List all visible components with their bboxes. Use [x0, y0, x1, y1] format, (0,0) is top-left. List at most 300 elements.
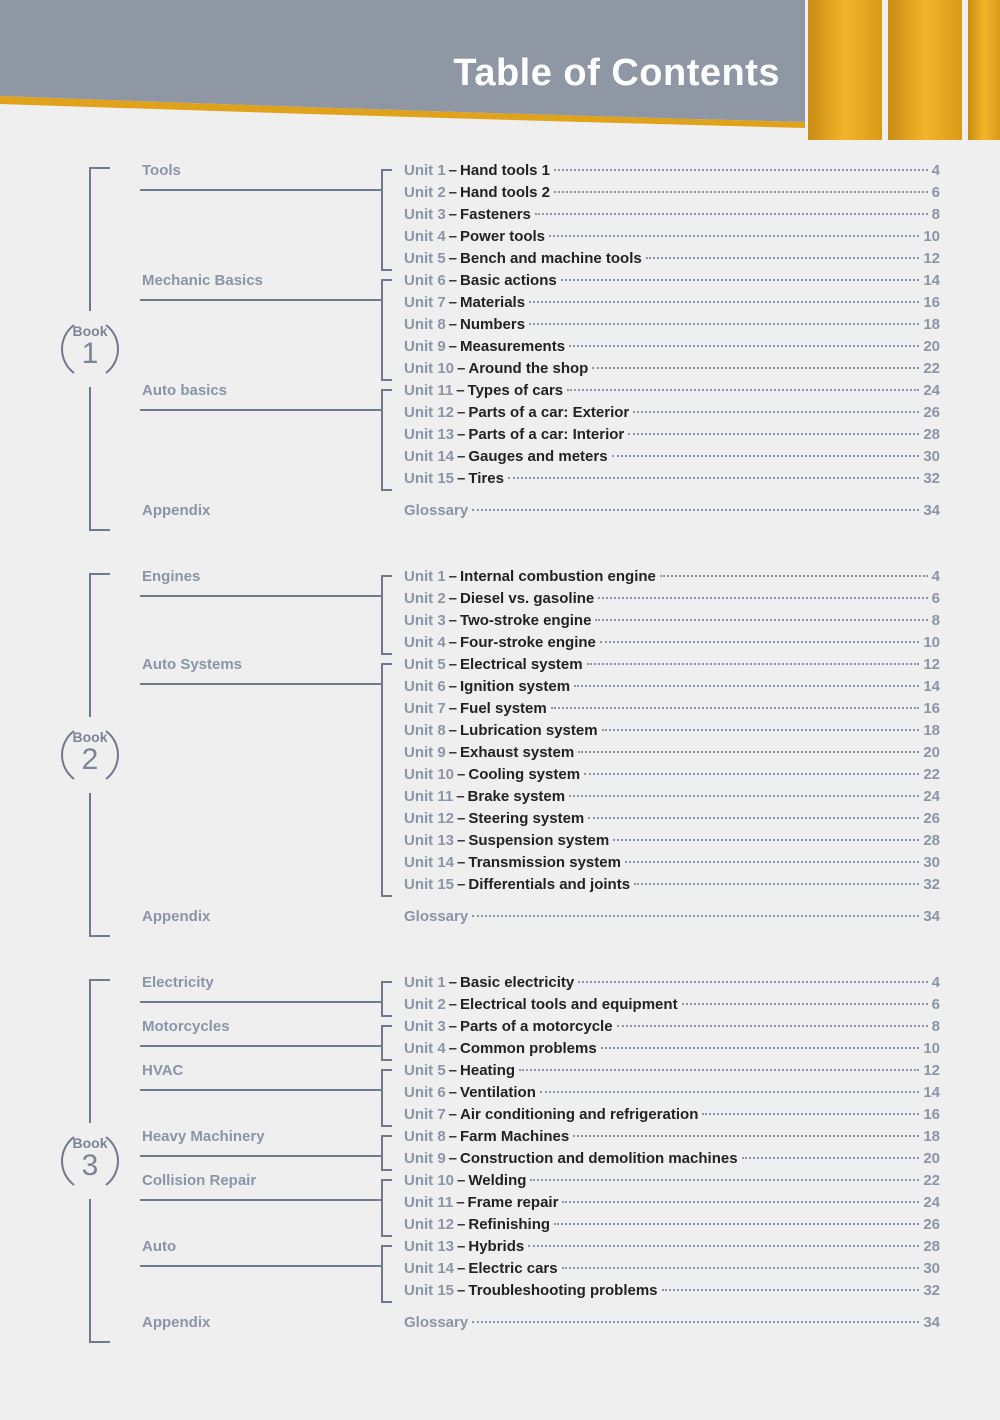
toc-entry[interactable] — [404, 722, 940, 742]
unit-label: Unit 15 — [404, 876, 455, 893]
unit-title: Parts of a car: Exterior — [468, 404, 630, 421]
unit-title: Types of cars — [467, 382, 564, 399]
book-badge — [60, 1135, 120, 1181]
unit-title: Electrical system — [460, 656, 583, 673]
unit-separator: – — [457, 832, 466, 849]
page-number: 34 — [923, 1314, 940, 1331]
dot-leader — [578, 981, 927, 983]
dot-leader — [472, 1321, 919, 1323]
page-number: 22 — [923, 766, 940, 783]
unit-title: Ignition system — [460, 678, 571, 695]
unit-label: Unit 6 — [404, 272, 446, 289]
unit-title: Refinishing — [468, 1216, 551, 1233]
dot-leader — [529, 323, 919, 325]
toc-entry[interactable] — [404, 1282, 940, 1302]
dot-leader — [535, 213, 928, 215]
unit-label: Unit 10 — [404, 766, 455, 783]
page-number: 22 — [923, 360, 940, 377]
category-label: HVAC — [142, 1062, 184, 1079]
dot-leader — [569, 795, 919, 797]
dot-leader — [554, 191, 928, 193]
dot-leader — [472, 915, 919, 917]
dot-leader — [598, 597, 927, 599]
unit-title: Air conditioning and refrigeration — [460, 1106, 699, 1123]
page-number: 34 — [923, 502, 940, 519]
toc-entry[interactable] — [404, 448, 940, 468]
unit-title: Materials — [460, 294, 526, 311]
unit-bracket — [382, 982, 392, 1016]
glossary-label: Glossary — [404, 1314, 469, 1331]
book-bracket-top — [90, 574, 110, 717]
toc-entry[interactable] — [404, 404, 940, 424]
toc-entry[interactable] — [404, 568, 940, 588]
unit-title: Numbers — [460, 316, 526, 333]
unit-label: Unit 11 — [404, 1194, 454, 1211]
page-number: 30 — [923, 1260, 940, 1277]
unit-separator: – — [448, 1018, 458, 1035]
page-number: 10 — [923, 1040, 940, 1057]
unit-title: Suspension system — [468, 832, 610, 849]
unit-title: Bench and machine tools — [460, 250, 642, 267]
page-number: 6 — [931, 996, 940, 1013]
unit-separator: – — [457, 1172, 466, 1189]
unit-label: Unit 15 — [404, 1282, 455, 1299]
unit-label: Unit 4 — [404, 228, 446, 245]
page-number: 4 — [931, 162, 940, 179]
unit-label: Unit 2 — [404, 996, 446, 1013]
unit-bracket — [382, 170, 392, 270]
unit-title: Welding — [468, 1172, 527, 1189]
unit-title: Lubrication system — [460, 722, 598, 739]
unit-label: Unit 12 — [404, 1216, 455, 1233]
book-badge — [60, 323, 120, 369]
unit-title: Power tools — [460, 228, 546, 245]
unit-title: Parts of a car: Interior — [468, 426, 625, 443]
page-number: 26 — [923, 810, 940, 827]
unit-label: Unit 14 — [404, 854, 455, 871]
unit-label: Unit 3 — [404, 612, 446, 629]
unit-separator: – — [448, 612, 458, 629]
unit-title: Hand tools 2 — [460, 184, 551, 201]
unit-label: Unit 10 — [404, 360, 455, 377]
category-label: Motorcycles — [142, 1018, 230, 1035]
unit-title: Tires — [468, 470, 504, 487]
unit-separator: – — [448, 206, 458, 223]
book-bracket-bottom — [90, 387, 110, 530]
toc-entry[interactable] — [404, 1018, 940, 1038]
appendix-label: Appendix — [142, 1314, 211, 1331]
dot-leader — [602, 729, 920, 731]
dot-leader — [742, 1157, 920, 1159]
page-number: 6 — [931, 184, 940, 201]
toc-entry[interactable] — [404, 1194, 940, 1214]
unit-title: Steering system — [468, 810, 585, 827]
page-number: 32 — [923, 470, 940, 487]
page-number: 24 — [923, 382, 940, 399]
dot-leader — [662, 1289, 920, 1291]
unit-separator: – — [448, 1128, 458, 1145]
unit-separator: – — [448, 228, 458, 245]
toc-entry[interactable] — [404, 1216, 940, 1236]
dot-leader — [595, 619, 927, 621]
unit-title: Electrical tools and equipment — [460, 996, 678, 1013]
dot-leader — [519, 1069, 919, 1071]
unit-separator: – — [457, 448, 466, 465]
toc-entry[interactable] — [404, 590, 940, 610]
unit-title: Two-stroke engine — [460, 612, 592, 629]
unit-label: Unit 10 — [404, 1172, 455, 1189]
unit-bracket — [382, 1136, 392, 1170]
page-number: 8 — [931, 612, 940, 629]
unit-separator: – — [448, 656, 458, 673]
page-number: 14 — [923, 1084, 940, 1101]
unit-label: Unit 7 — [404, 294, 446, 311]
unit-separator: – — [448, 184, 458, 201]
unit-label: Unit 13 — [404, 1238, 455, 1255]
page-number: 4 — [931, 568, 940, 585]
toc-entry[interactable] — [404, 1150, 940, 1170]
unit-bracket — [382, 1026, 392, 1060]
unit-bracket — [382, 1180, 392, 1236]
toc-entry[interactable] — [404, 250, 940, 270]
dot-leader — [578, 751, 919, 753]
dot-leader — [601, 1047, 920, 1049]
unit-label: Unit 9 — [404, 1150, 446, 1167]
dot-leader — [633, 411, 919, 413]
category-label: Auto — [142, 1238, 177, 1255]
dot-leader — [554, 169, 928, 171]
toc-entry[interactable] — [404, 272, 940, 292]
book-word: Book — [72, 323, 108, 339]
appendix-label: Appendix — [142, 908, 211, 925]
unit-separator: – — [448, 996, 458, 1013]
page-title: Table of Contents — [453, 52, 780, 94]
dot-leader — [702, 1113, 919, 1115]
unit-separator: – — [448, 272, 458, 289]
page-number: 24 — [923, 788, 940, 805]
dot-leader — [587, 663, 920, 665]
book-word: Book — [72, 1135, 108, 1151]
dot-leader — [682, 1003, 928, 1005]
unit-title: Internal combustion engine — [460, 568, 656, 585]
unit-label: Unit 5 — [404, 1062, 446, 1079]
dot-leader — [569, 345, 919, 347]
unit-separator: – — [457, 1282, 466, 1299]
page-number: 16 — [923, 1106, 940, 1123]
unit-separator: – — [457, 854, 466, 871]
unit-separator: – — [448, 316, 458, 333]
unit-label: Unit 2 — [404, 184, 446, 201]
unit-title: Basic actions — [460, 272, 557, 289]
unit-title: Hybrids — [468, 1238, 525, 1255]
page-number: 12 — [923, 656, 940, 673]
page-number: 4 — [931, 974, 940, 991]
book-bracket-top — [90, 980, 110, 1123]
page-number: 22 — [923, 1172, 940, 1189]
unit-separator: – — [457, 426, 466, 443]
book-word: Book — [72, 729, 108, 745]
toc-entry[interactable] — [404, 382, 940, 402]
dot-leader — [574, 685, 919, 687]
page-number: 6 — [931, 590, 940, 607]
unit-separator: – — [457, 810, 466, 827]
page-number: 32 — [923, 1282, 940, 1299]
unit-separator: – — [448, 634, 458, 651]
unit-separator: – — [457, 1216, 466, 1233]
dot-leader — [625, 861, 919, 863]
unit-label: Unit 15 — [404, 470, 455, 487]
appendix-label: Appendix — [142, 502, 211, 519]
book-badge — [60, 729, 120, 775]
unit-label: Unit 12 — [404, 404, 455, 421]
dot-leader — [613, 839, 919, 841]
page-number: 20 — [923, 744, 940, 761]
toc-entry[interactable] — [404, 1260, 940, 1280]
unit-title: Around the shop — [468, 360, 589, 377]
page-number: 8 — [931, 206, 940, 223]
unit-label: Unit 11 — [404, 788, 454, 805]
dot-leader — [529, 301, 919, 303]
dot-leader — [562, 1201, 919, 1203]
category-label: Collision Repair — [142, 1172, 257, 1189]
dot-leader — [628, 433, 919, 435]
glossary-label: Glossary — [404, 502, 469, 519]
category-label: Tools — [142, 162, 181, 179]
dot-leader — [549, 235, 919, 237]
unit-title: Parts of a motorcycle — [460, 1018, 613, 1035]
page-number: 16 — [923, 294, 940, 311]
page-number: 12 — [923, 250, 940, 267]
toc-entry[interactable] — [404, 744, 940, 764]
toc-entry[interactable] — [404, 1172, 940, 1192]
unit-bracket — [382, 390, 392, 490]
unit-label: Unit 11 — [404, 382, 454, 399]
unit-title: Frame repair — [467, 1194, 559, 1211]
dot-leader — [561, 279, 920, 281]
unit-label: Unit 7 — [404, 1106, 446, 1123]
unit-separator: – — [448, 744, 458, 761]
toc-entry[interactable] — [404, 162, 940, 182]
unit-bracket — [382, 576, 392, 654]
unit-label: Unit 12 — [404, 810, 455, 827]
unit-label: Unit 13 — [404, 426, 455, 443]
page-number: 16 — [923, 700, 940, 717]
toc-entry[interactable] — [404, 766, 940, 786]
page-number: 14 — [923, 272, 940, 289]
unit-title: Differentials and joints — [468, 876, 631, 893]
unit-title: Gauges and meters — [468, 448, 608, 465]
unit-separator: – — [457, 404, 466, 421]
dot-leader — [617, 1025, 928, 1027]
unit-separator: – — [448, 1106, 458, 1123]
category-label: Electricity — [142, 974, 214, 991]
unit-title: Ventilation — [460, 1084, 536, 1101]
unit-title: Common problems — [460, 1040, 597, 1057]
toc-entry[interactable] — [404, 974, 940, 994]
unit-title: Diesel vs. gasoline — [460, 590, 595, 607]
toc-entry[interactable] — [404, 294, 940, 314]
toc-entry[interactable] — [404, 470, 940, 490]
unit-separator: – — [448, 338, 458, 355]
unit-separator: – — [448, 1084, 458, 1101]
dot-leader — [573, 1135, 919, 1137]
unit-title: Fasteners — [460, 206, 531, 223]
toc-entry[interactable] — [404, 1040, 940, 1060]
unit-label: Unit 6 — [404, 678, 446, 695]
dot-leader — [646, 257, 920, 259]
page-number: 30 — [923, 448, 940, 465]
unit-title: Basic electricity — [460, 974, 575, 991]
toc-entry[interactable] — [404, 426, 940, 446]
toc-entry[interactable] — [404, 678, 940, 698]
unit-bracket — [382, 664, 392, 896]
page-number: 26 — [923, 404, 940, 421]
unit-separator: – — [448, 250, 458, 267]
page-number: 32 — [923, 876, 940, 893]
unit-separator: – — [448, 294, 458, 311]
page-number: 20 — [923, 338, 940, 355]
category-label: Engines — [142, 568, 201, 585]
category-label: Auto basics — [142, 382, 228, 399]
page-number: 34 — [923, 908, 940, 925]
unit-title: Electric cars — [468, 1260, 558, 1277]
unit-separator: – — [456, 382, 465, 399]
toc-entry[interactable] — [404, 338, 940, 358]
unit-label: Unit 1 — [404, 568, 446, 585]
unit-label: Unit 1 — [404, 162, 446, 179]
toc-entry[interactable] — [404, 854, 940, 874]
book-bracket-bottom — [90, 793, 110, 936]
category-label: Mechanic Basics — [142, 272, 263, 289]
page-number: 30 — [923, 854, 940, 871]
unit-label: Unit 6 — [404, 1084, 446, 1101]
page-number: 28 — [923, 832, 940, 849]
toc-entry[interactable] — [404, 612, 940, 632]
unit-separator: – — [448, 722, 458, 739]
dot-leader — [530, 1179, 919, 1181]
toc-entry[interactable] — [404, 1238, 940, 1258]
dot-leader — [567, 389, 919, 391]
unit-separator: – — [448, 974, 458, 991]
toc-entry[interactable] — [404, 316, 940, 336]
dot-leader — [660, 575, 928, 577]
unit-title: Heating — [460, 1062, 516, 1079]
unit-label: Unit 8 — [404, 722, 446, 739]
dot-leader — [588, 817, 919, 819]
toc-entry[interactable] — [404, 1062, 940, 1082]
toc-entry[interactable] — [404, 1128, 940, 1148]
unit-title: Construction and demolition machines — [460, 1150, 738, 1167]
book-bracket-top — [90, 168, 110, 311]
unit-bracket — [382, 280, 392, 380]
unit-title: Measurements — [460, 338, 566, 355]
toc-entry[interactable] — [404, 1084, 940, 1104]
unit-separator: – — [457, 1260, 466, 1277]
page-number: 10 — [923, 228, 940, 245]
page-number: 10 — [923, 634, 940, 651]
toc-entry-glossary[interactable] — [404, 1314, 940, 1334]
unit-label: Unit 14 — [404, 448, 455, 465]
unit-title: Farm Machines — [460, 1128, 570, 1145]
page-number: 18 — [923, 316, 940, 333]
toc-entry[interactable] — [404, 1106, 940, 1126]
dot-leader — [508, 477, 919, 479]
dot-leader — [472, 509, 919, 511]
dot-leader — [584, 773, 919, 775]
unit-title: Brake system — [467, 788, 566, 805]
page-number: 18 — [923, 1128, 940, 1145]
toc-entry[interactable] — [404, 656, 940, 676]
unit-separator: – — [457, 876, 466, 893]
dot-leader — [612, 455, 920, 457]
unit-bracket — [382, 1246, 392, 1302]
page-number: 28 — [923, 1238, 940, 1255]
dot-leader — [540, 1091, 919, 1093]
toc-entry[interactable] — [404, 360, 940, 380]
book-number: 1 — [81, 337, 99, 370]
unit-title: Four-stroke engine — [460, 634, 596, 651]
toc-entry[interactable] — [404, 810, 940, 830]
unit-bracket — [382, 1070, 392, 1126]
unit-label: Unit 14 — [404, 1260, 455, 1277]
unit-label: Unit 5 — [404, 250, 446, 267]
toc-entry[interactable] — [404, 228, 940, 248]
unit-label: Unit 9 — [404, 338, 446, 355]
glossary-label: Glossary — [404, 908, 469, 925]
book-bracket-bottom — [90, 1199, 110, 1342]
dot-leader — [554, 1223, 919, 1225]
unit-title: Fuel system — [460, 700, 547, 717]
unit-separator: – — [448, 590, 458, 607]
unit-label: Unit 8 — [404, 316, 446, 333]
toc-entry[interactable] — [404, 634, 940, 654]
toc-entry[interactable] — [404, 788, 940, 808]
dot-leader — [551, 707, 920, 709]
book-number: 3 — [81, 1149, 99, 1182]
unit-separator: – — [457, 766, 466, 783]
toc-entry-glossary[interactable] — [404, 908, 940, 928]
toc-entry[interactable] — [404, 184, 940, 204]
page-number: 24 — [923, 1194, 940, 1211]
unit-separator: – — [457, 470, 466, 487]
unit-separator: – — [457, 1238, 466, 1255]
toc-entry[interactable] — [404, 876, 940, 896]
unit-label: Unit 9 — [404, 744, 446, 761]
unit-separator: – — [448, 1062, 458, 1079]
unit-separator: – — [448, 1040, 458, 1057]
unit-separator: – — [448, 678, 458, 695]
toc-entry[interactable] — [404, 700, 940, 720]
dot-leader — [600, 641, 919, 643]
unit-label: Unit 13 — [404, 832, 455, 849]
page-number: 12 — [923, 1062, 940, 1079]
unit-separator: – — [456, 788, 465, 805]
unit-label: Unit 2 — [404, 590, 446, 607]
page-number: 18 — [923, 722, 940, 739]
toc-entry[interactable] — [404, 832, 940, 852]
unit-title: Troubleshooting problems — [468, 1282, 658, 1299]
page-number: 20 — [923, 1150, 940, 1167]
page-number: 26 — [923, 1216, 940, 1233]
unit-separator: – — [448, 162, 458, 179]
toc-entry[interactable] — [404, 996, 940, 1016]
page-number: 14 — [923, 678, 940, 695]
unit-label: Unit 1 — [404, 974, 446, 991]
unit-title: Cooling system — [468, 766, 581, 783]
unit-separator: – — [457, 360, 466, 377]
toc-entry-glossary[interactable] — [404, 502, 940, 522]
toc-entry[interactable] — [404, 206, 940, 226]
